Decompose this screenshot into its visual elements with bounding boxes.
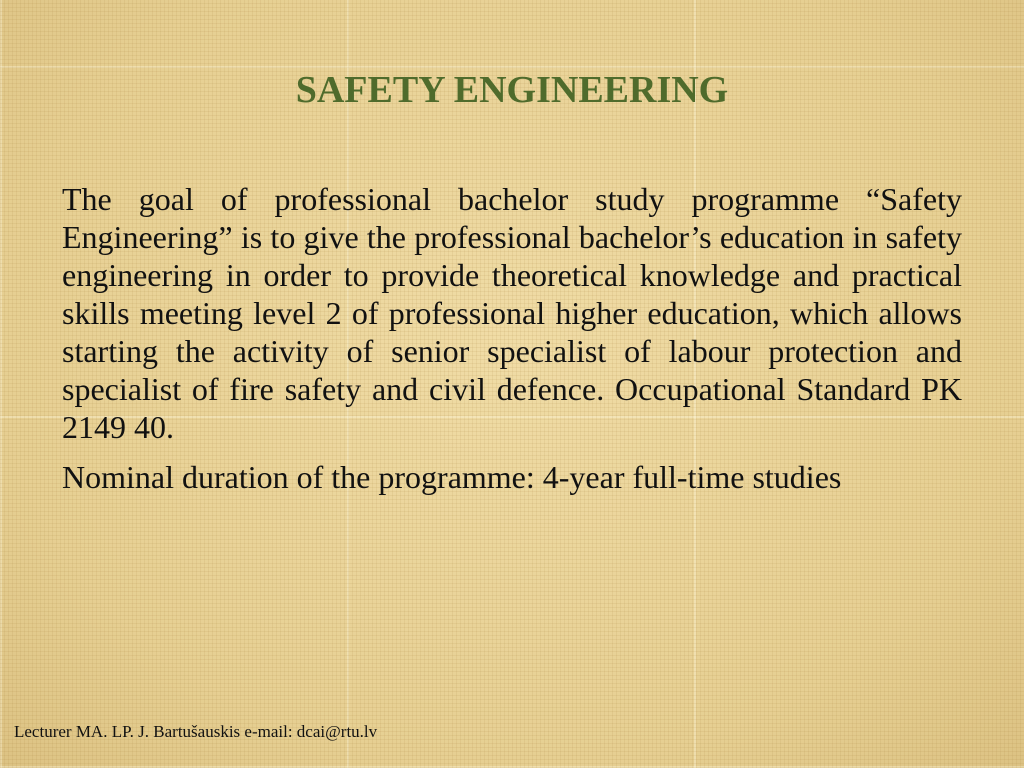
lecturer-footer: Lecturer MA. LP. J. Bartušauskis e-mail: dcai@rtu.lv — [14, 722, 378, 741]
slide-title: SAFETY ENGINEERING — [295, 69, 729, 111]
duration-paragraph: Nominal duration of the programme: 4-year full-time studies — [62, 459, 842, 495]
goal-paragraph: The goal of professional bachelor study programme “Safety Engineering” is to give the professional bachelor’s education in safety engineering in order to provide theoretical knowledge and practical skills meeting level 2 of professional higher education, which allows starting the activity of senior specialist of labour protection and specialist of fire safety and civil defence. Occupational Standard PK 2149 40. — [62, 181, 962, 445]
slide-body — [62, 180, 962, 508]
